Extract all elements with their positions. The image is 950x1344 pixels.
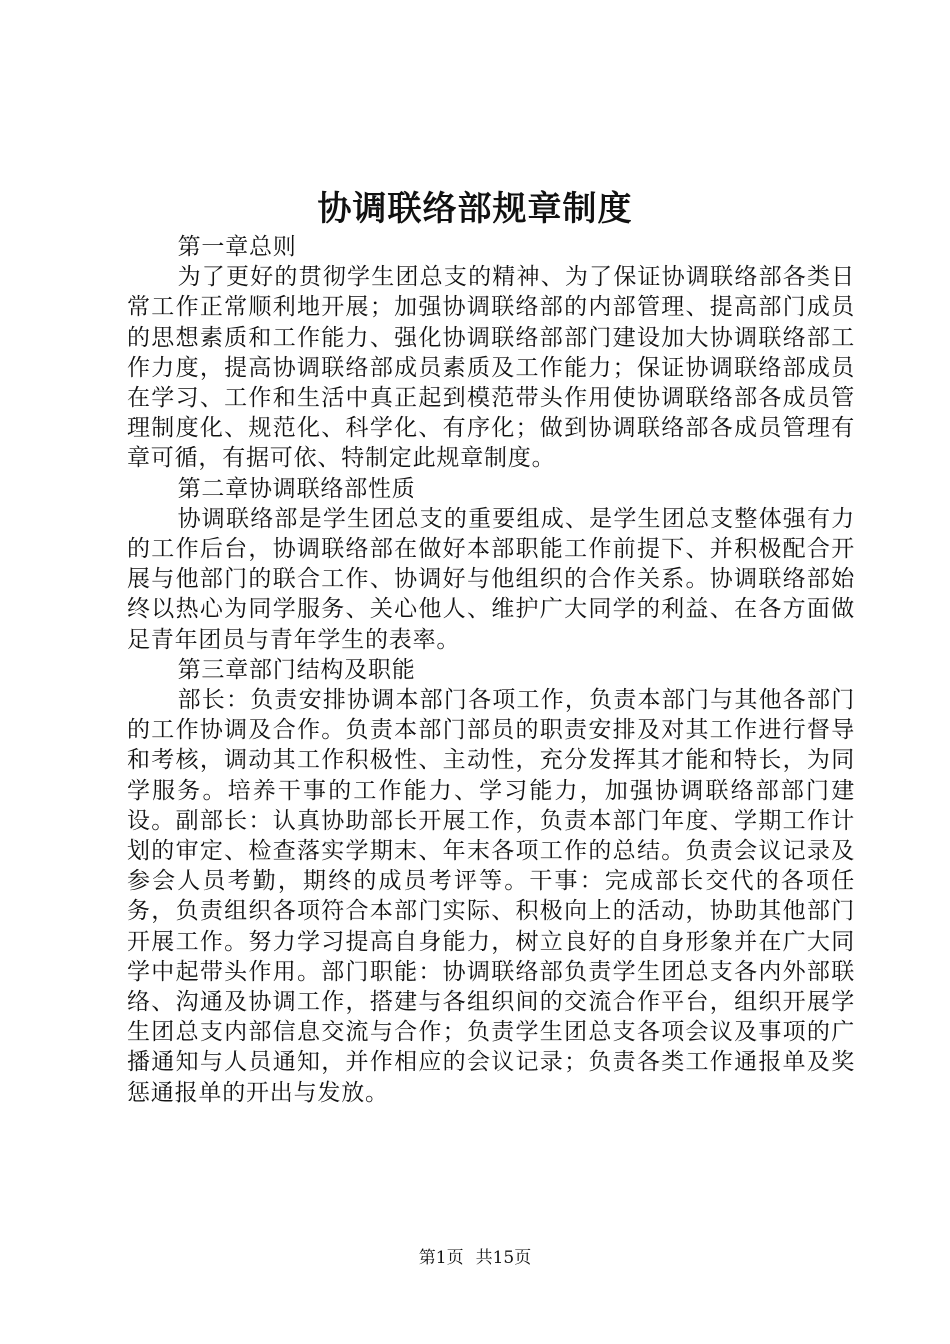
- document-title: 协调联络部规章制度: [317, 189, 633, 229]
- page-total: 共15页: [475, 1248, 532, 1268]
- page-footer: [0, 1246, 950, 1270]
- chapter-heading: 第二章协调联络部性质: [177, 475, 416, 502]
- body-paragraph: 部长：负责安排协调本部门各项工作，负责本部门与其他各部门的工作协调及合作。负责本部门部员的职责安排及对其工作进行督导和考核，调动其工作积极性、主动性，充分发挥其才能和特长，为同学服务。培养干事的工作能力、学习能力，加强协调联络部部门建设。副部长：认真协助部长开展工作，负责本部门年度、学期工作计划的审定、检查落实学期末、年末各项工作的总结。负责会议记录及参会人员考勤，期终的成员考评等。干事：完成部长交代的各项任务，负责组织各项符合本部门实际、积极向上的活动，协助其他部门开展工作。努力学习提高自身能力，树立良好的自身形象并在广大同学中起带头作用。部门职能：协调联络部负责学生团总支各内外部联络、沟通及协调工作，搭建与各组织间的交流合作平台，组织开展学生团总支内部信息交流与合作；负责学生团总支各项会议及事项的广播通知与人员通知，并作相应的会议记录；负责各类工作通报单及奖惩通报单的开出与发放。: [127, 687, 855, 1106]
- body-paragraph: 协调联络部是学生团总支的重要组成、是学生团总支整体强有力的工作后台，协调联络部在做好本部职能工作前提下、并积极配合开展与他部门的联合工作、协调好与他组织的合作关系。协调联络部始终以热心为同学服务、关心他人、维护广大同学的利益、在各方面做足青年团员与青年学生的表率。: [127, 505, 855, 653]
- document-body: [127, 232, 855, 1108]
- page-number: 第1页: [418, 1248, 464, 1268]
- chapter-heading: 第三章部门结构及职能: [177, 656, 416, 683]
- chapter-heading: 第一章总则: [177, 234, 297, 260]
- body-paragraph: 为了更好的贯彻学生团总支的精神、为了保证协调联络部各类日常工作正常顺利地开展；加强协调联络部的内部管理、提高部门成员的思想素质和工作能力、强化协调联络部部门建设加大协调联络部工作力度，提高协调联络部成员素质及工作能力；保证协调联络部成员在学习、工作和生活中真正起到模范带头作用使协调联络部各成员管理制度化、规范化、科学化、有序化；做到协调联络部各成员管理有章可循，有据可依、特制定此规章制度。: [127, 264, 855, 472]
